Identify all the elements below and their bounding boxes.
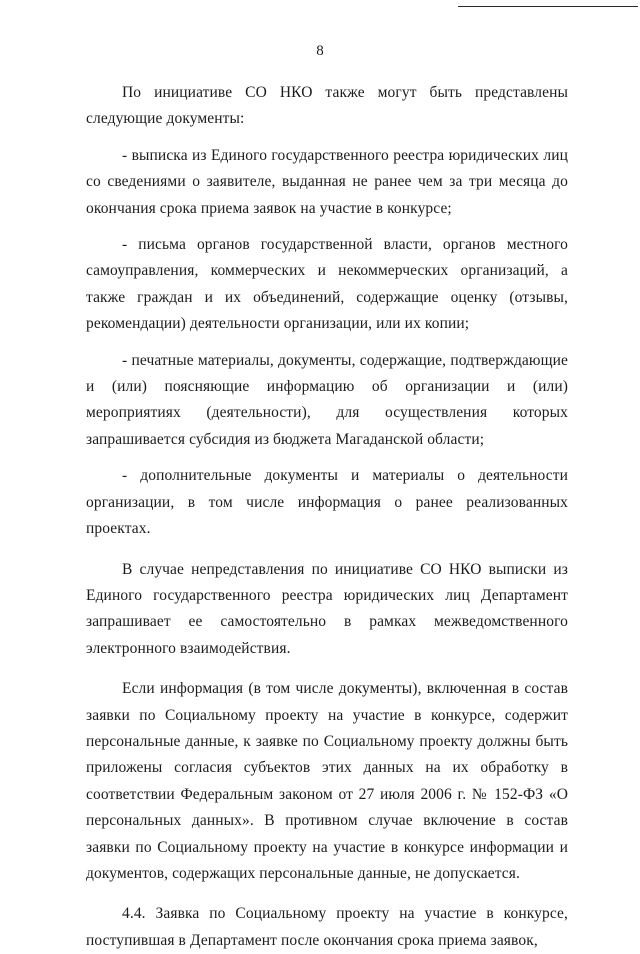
paragraph-non-submission: В случае непредставления по инициативе СО НКО выписки из Единого государственного реестра юридических лиц Департамент запрашивает ее самостоятельно в рамках межведомственного электронного взаимодействия. [86, 560, 568, 657]
list-item-additional-documents: - дополнительные документы и материалы о деятельности организации, в том числе информация о ранее реализованных проектах. [86, 467, 568, 538]
paragraph-intro: По инициативе СО НКО также могут быть представлены следующие документы: [86, 84, 568, 128]
paragraph-section-4-4: 4.4. Заявка по Социальному проекту на участие в конкурсе, поступившая в Департамент после окончания срока приема заявок, [86, 905, 568, 949]
list-item-printed-materials: - печатные материалы, документы, содержащие, подтверждающие и (или) поясняющие информацию об организации и (или) мероприятиях (деятельности), для осуществления которых запрашивается субсидия из бюджета Магаданской области; [86, 351, 568, 448]
scan-edge-line [458, 6, 638, 7]
list-item-letters: - письма органов государственной власти, органов местного самоуправления, коммерческих и некоммерческих организаций, а также граждан и их объединений, содержащие оценку (отзывы, рекомендации) деятельности организации, или их копии; [86, 236, 568, 333]
paragraph-personal-data: Если информация (в том числе документы), включенная в состав заявки по Социальному проекту на участие в конкурсе, содержит персональные данные, к заявке по Социальному проекту должны быть приложены согласия субъектов этих данных на их обработку в соответствии Федеральным законом от 27 июля 2006 г. № 152-ФЗ «О персональных данных». В противном случае включение в состав заявки по Социальному проекту на участие в конкурсе информации и документов, содержащих персональные данные, не допускается. [86, 680, 568, 882]
page-number: 8 [316, 43, 324, 59]
list-item-extract: - выписка из Единого государственного реестра юридических лиц со сведениями о заявителе, выданная не ранее чем за три месяца до окончания срока приема заявок на участие в конкурсе; [86, 146, 568, 217]
document-body [86, 80, 568, 954]
